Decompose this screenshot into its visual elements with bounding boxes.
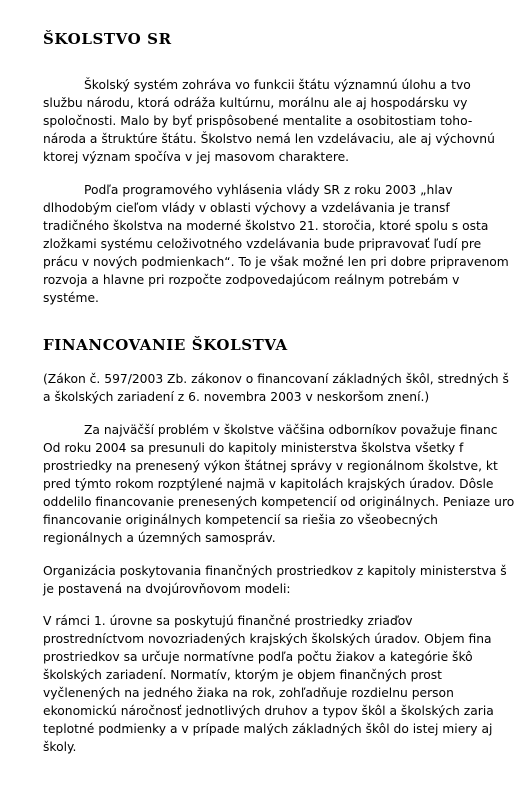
section-heading-skolstvo: ŠKOLSTVO SR [43,30,172,48]
text-line: Školský systém zohráva vo funkcii štátu významnú úlohu a tvo [84,78,471,92]
text-line: teplotné podmienky a v prípade malých základných škôl do istej miery aj [43,722,493,736]
text-line: dlhodobým cieľom vlády v oblasti výchovy a vzdelávania je transf [43,201,450,215]
text-line: národa a štruktúre štátu. Školstvo nemá len vzdelávaciu, ale aj výchovnú [43,132,495,146]
text-line: školských zariadení. Normatív, ktorým je objem finančných prost [43,668,442,682]
text-line: ekonomickú náročnosť jednotlivých druhov a typov škôl a školských zaria [43,704,494,718]
text-line: financovanie originálnych kompetencií sa riešia zo všeobecných [43,513,438,527]
text-line: rozvoja a hlavne pri rozpočte zodpovedajúcom reálnym potrebám v [43,273,460,287]
text-line: vyčlenených na jedného žiaka na rok, zohľadňuje rozdielnu person [43,686,454,700]
text-line: V rámci 1. úrovne sa poskytujú finančné prostriedky zriaďov [43,614,413,628]
text-line: systéme. [43,291,99,305]
text-line: školy. [43,740,77,754]
text-line: pred týmto rokom rozptýlené najmä v kapitolách krajských úradov. Dôsle [43,477,494,491]
text-line: Organizácia poskytovania finančných prostriedkov z kapitoly ministerstva š [43,564,507,578]
text-line: Podľa programového vyhlásenia vlády SR z roku 2003 „hlav [84,183,453,197]
text-line: spoločnosti. Malo by byť prispôsobené mentalite a osobitostiam toho- [43,114,473,128]
text-line: prostriedkov sa určuje normatívne podľa počtu žiakov a kategórie škô [43,650,473,664]
text-line: oddelilo financovanie prenesených kompetencií od originálnych. Peniaze uro [43,495,515,509]
text-line: Za najväčší problém v školstve väčšina odborníkov považuje financ [84,423,498,437]
text-line: zložkami systému celoživotného vzdelávania bude pripravovať ľudí pre [43,237,482,251]
text-line: prostredníctvom novozriadených krajských školských úradov. Objem fina [43,632,492,646]
text-line: službu národu, ktorá odráža kultúrnu, morálnu ale aj hospodársku vy [43,96,468,110]
text-line: Od roku 2004 sa presunuli do kapitoly ministerstva školstva všetky f [43,441,464,455]
text-line: tradičného školstva na moderné školstvo 21. storočia, ktoré spolu s osta [43,219,489,233]
text-line: ktorej význam spočíva v jej masovom charaktere. [43,150,350,164]
text-line: prostriedky na prenesený výkon štátnej správy v regionálnom školstve, kt [43,459,498,473]
section-heading-financovanie: FINANCOVANIE ŠKOLSTVA [43,336,288,354]
text-line: regionálnych a územných samospráv. [43,531,276,545]
text-line: prácu v nových podmienkach“. To je však možné len pri dobre pripravenom [43,255,509,269]
text-line: (Zákon č. 597/2003 Zb. zákonov o financovaní základných škôl, stredných š [43,372,509,386]
text-line: je postavená na dvojúrovňovom modeli: [43,582,291,596]
text-line: a školských zariadení z 6. novembra 2003 v neskoršom znení.) [43,390,430,404]
